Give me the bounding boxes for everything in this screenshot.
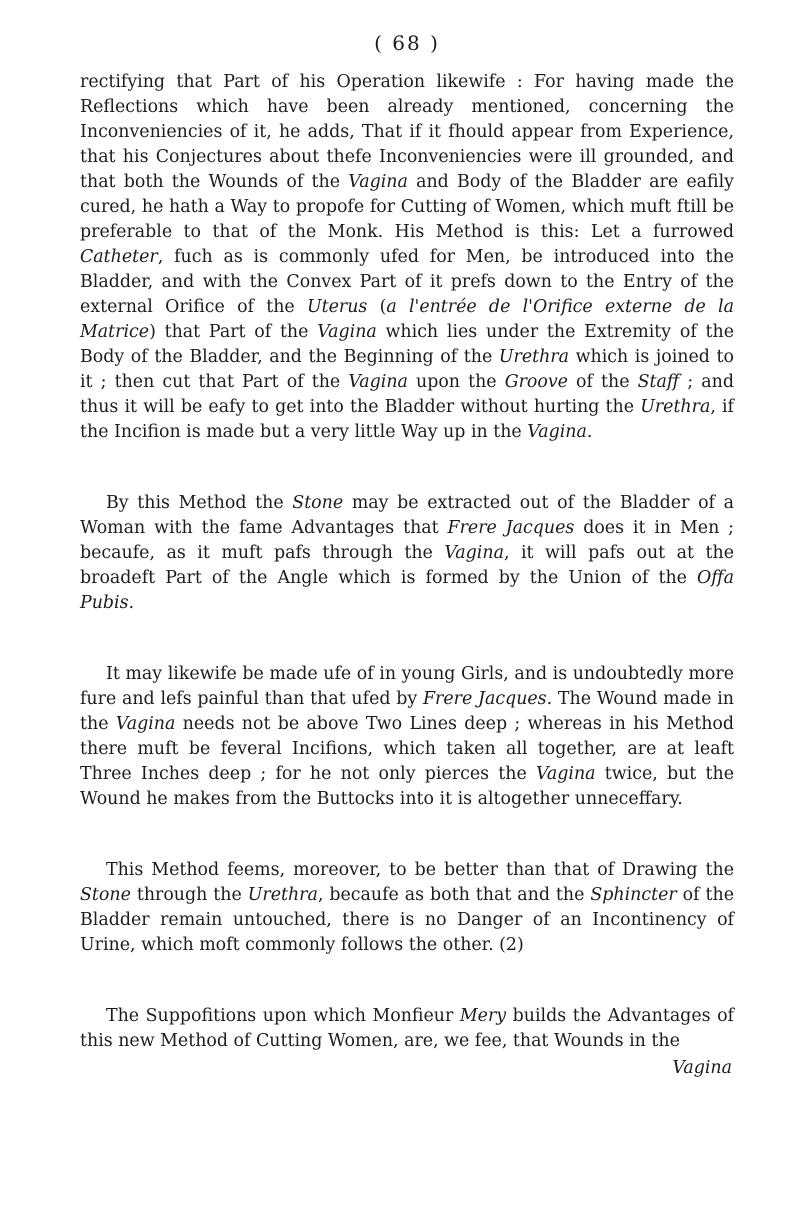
italic-text: Vagina — [348, 372, 408, 392]
italic-text: Sphincter — [590, 885, 677, 905]
italic-text: Stone — [80, 885, 131, 905]
text-run: needs not be above Two Lines deep ; whereas in his Method there muft be feveral Incifions, which taken all together, are at leaft Three Inches deep ; for he not only pierces the — [80, 714, 735, 784]
text-run: of the — [567, 372, 638, 392]
text-run: through the — [130, 885, 248, 905]
text-run: , it will pafs out at the broadeft Part of the Angle which is formed by the Union of the — [80, 543, 734, 588]
text-run: which is joined to it ; then cut that Part of the — [80, 347, 734, 392]
page-number: ( 68 ) — [374, 31, 440, 55]
italic-text: Vagina — [348, 172, 408, 192]
text-run: This Method feems, moreover, to be better than that of Drawing the — [106, 860, 734, 880]
italic-text: Urethra — [247, 885, 318, 905]
italic-text: Offa Pubis. — [80, 568, 734, 613]
text-run: , if the Incifion is made but a very little Way up in the — [80, 397, 734, 442]
italic-text: Vagina — [535, 764, 596, 784]
italic-text: Uterus — [306, 297, 368, 317]
italic-text: Urethra — [640, 397, 711, 417]
text-run: builds the Advantages of this new Method of Cutting Women, are, we fee, that Wounds in the — [80, 1006, 734, 1051]
text-run: rectifying that Part of his Operation likewife : For having made the Reflections which have been already mentioned, concerning the Inconveniencies of it, he adds, That if it fhould appear from Experience, that his Conjectures about thefe Inconveniencies were ill grounded, and that both the Wounds of the — [80, 72, 734, 192]
italic-text: Vagina — [444, 543, 504, 563]
italic-text: Vagina. — [527, 422, 593, 442]
text-run: ) that Part of the — [149, 322, 318, 342]
text-run: ; and thus it will be eafy to get into the Bladder without hurting the — [80, 372, 734, 417]
body-text — [80, 70, 734, 1054]
paragraph-5 — [80, 1004, 734, 1054]
italic-text: Staff — [637, 372, 680, 392]
italic-text: Groove — [504, 372, 568, 392]
text-run: ( — [367, 297, 387, 317]
text-run: upon the — [407, 372, 505, 392]
text-run: It may likewife be made ufe of in young Girls, and is undoubtedly more fure and lefs painful than that ufed by — [80, 664, 734, 709]
italic-text: Urethra — [498, 347, 569, 367]
italic-text: Catheter — [80, 247, 158, 267]
text-run: By this Method the — [106, 493, 293, 513]
paragraph-3 — [80, 662, 734, 812]
text-run: The Suppofitions upon which Monfieur — [106, 1006, 460, 1026]
text-run: , fuch as is commonly ufed for Men, be introduced into the Bladder, and with the Convex Part of it prefs down to the Entry of the external Orifice of the — [80, 247, 734, 317]
text-run: , becaufe as both that and the — [317, 885, 591, 905]
text-run: which lies under the Extremity of the Body of the Bladder, and the Beginning of the — [80, 322, 734, 367]
italic-text: Stone — [292, 493, 344, 513]
text-run: of the Bladder remain untouched, there is no Danger of an Incontinency of Urine, which moft commonly follows the other. (2) — [80, 885, 734, 955]
italic-text: Mery — [459, 1006, 507, 1026]
text-run: twice, but the Wound he makes from the Buttocks into it is altogether unneceffary. — [80, 764, 734, 809]
italic-text: Vagina — [115, 714, 176, 734]
paragraph-1 — [80, 70, 734, 445]
italic-text: Vagina — [317, 322, 377, 342]
catchword: Vagina — [672, 1058, 732, 1078]
text-run: does it in Men ; becaufe, as it muft pafs through the — [80, 518, 735, 563]
text-run: may be extracted out of the Bladder of a Woman with the fame Advantages that — [80, 493, 734, 538]
paragraph-4 — [80, 858, 734, 958]
italic-text: a l'entrée de l'Orifice externe de la Matrice — [80, 297, 734, 342]
text-run: and Body of the Bladder are eafily cured, he hath a Way to propofe for Cutting of Women, which muft ftill be preferable to that of the Monk. His Method is this: Let a furrowed — [80, 172, 734, 242]
italic-text: Frere Jacques — [447, 518, 575, 538]
paragraph-2 — [80, 491, 734, 616]
italic-text: Frere Jacques. — [422, 689, 553, 709]
text-run: The Wound made in the — [80, 689, 734, 734]
